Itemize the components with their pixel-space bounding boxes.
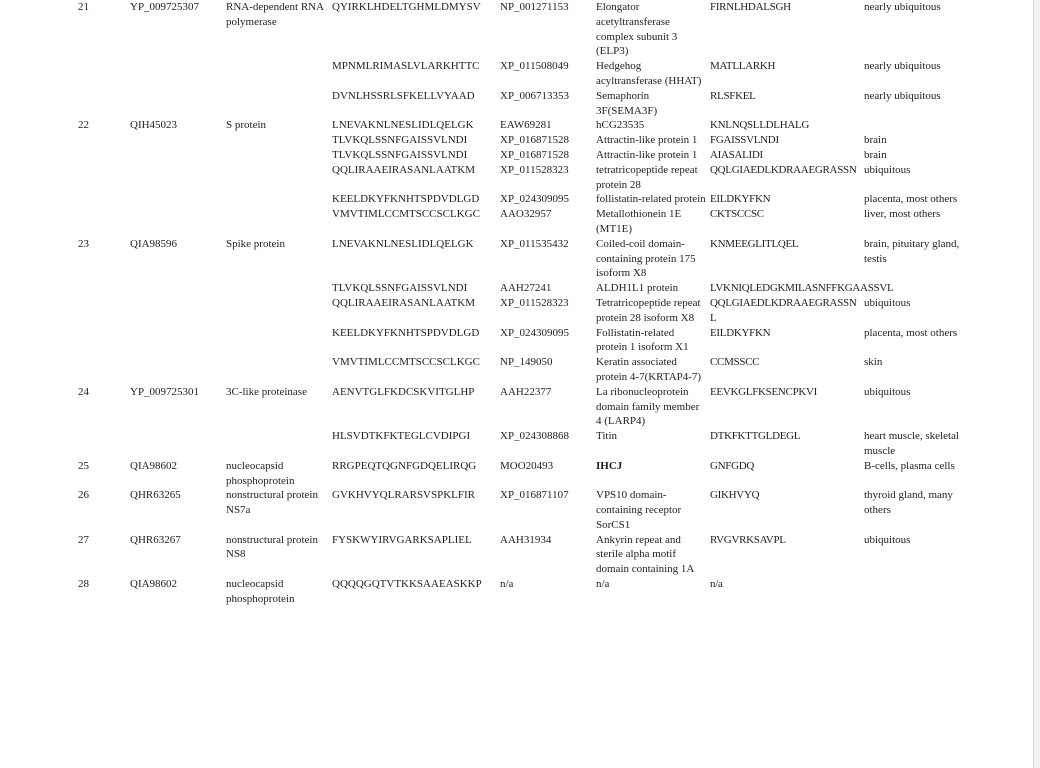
human-protein: Attractin-like protein 1 — [596, 134, 698, 147]
human-accession: XP_024309095 — [500, 193, 570, 206]
viral-accession: YP_009725301 — [130, 385, 200, 398]
human-accession: MOO20493 — [500, 459, 554, 472]
viral-accession: QIH45023 — [130, 119, 178, 132]
tissue-expression: ubiquitous — [864, 296, 911, 309]
human-protein: Tetratricopeptide repeat protein 28 isoform X8 — [596, 296, 701, 324]
shared-sequence: QQLGIAEDLKDRAAEGRASSN — [710, 163, 857, 176]
table-row — [78, 385, 964, 429]
human-accession: AAH27241 — [500, 282, 552, 295]
shared-sequence: KNLNQSLLDLHALG — [710, 119, 810, 132]
row-number: 26 — [78, 489, 89, 502]
human-accession: XP_016871107 — [500, 489, 569, 502]
viral-accession: QHR63265 — [130, 489, 181, 502]
shared-sequence: MATLLARKH — [710, 60, 776, 73]
human-protein: n/a — [596, 578, 610, 591]
tissue-expression: nearly ubiquitous — [864, 89, 941, 102]
shared-sequence: EILDKYFKN — [710, 326, 771, 339]
viral-accession: QIA98602 — [130, 578, 178, 591]
row-number: 27 — [78, 533, 89, 546]
shared-sequence: FGAISSVLNDI — [710, 134, 779, 147]
viral-peptide-sequence: VMVTIMLCCMTSCCSCLKGC — [332, 208, 480, 221]
table-subrow — [78, 355, 964, 385]
viral-protein: RNA-dependent RNA polymerase — [226, 1, 324, 28]
viral-peptide-sequence: QQQQGQTVTKKSAAEASKKP — [332, 578, 482, 591]
shared-sequence: GIKHVYQ — [710, 489, 760, 502]
shared-sequence: LVKNIQLEDGKMILASNFFKGAASSVL — [710, 282, 894, 295]
human-protein: La ribonucleoprotein domain family member 4 (LARP4) — [596, 385, 700, 428]
tissue-expression — [864, 118, 964, 133]
viral-peptide-sequence: LNEVAKNLNESLIDLQELGK — [332, 237, 474, 250]
human-protein: Hedgehog acyltransferase (HHAT) — [596, 60, 702, 87]
table-subrow — [78, 326, 964, 356]
shared-sequence: FIRNLHDALSGH — [710, 1, 791, 13]
human-protein: IHCJ — [596, 459, 623, 472]
viral-accession: YP_009725307 — [130, 1, 200, 13]
human-protein: Titin — [596, 430, 618, 443]
viral-peptide-sequence: RRGPEQTQGNFGDQELIRQG — [332, 459, 477, 472]
viral-accession: QIA98596 — [130, 237, 178, 250]
table-row — [78, 118, 964, 133]
viral-peptide-sequence: KEELDKYFKNHTSPDVDLGD — [332, 326, 480, 339]
scrollbar[interactable] — [1033, 0, 1040, 768]
viral-peptide-sequence: QQLIRAAEIRASANLAATKM — [332, 296, 475, 309]
table-subrow — [78, 429, 964, 459]
viral-protein: nucleocapsid phosphoprotein — [226, 578, 295, 605]
shared-sequence: KNMEEGLITLQEL — [710, 237, 799, 250]
human-protein: Attractin-like protein 1 — [596, 148, 698, 161]
table-subrow — [78, 133, 964, 148]
table-subrow — [78, 163, 964, 193]
table-row — [78, 0, 964, 59]
human-accession: NP_149050 — [500, 356, 553, 369]
viral-peptide-sequence: FYSKWYIRVGARKSAPLIEL — [332, 533, 472, 546]
viral-protein: nonstructural protein NS8 — [226, 533, 318, 561]
tissue-expression: heart muscle, skeletal muscle — [864, 430, 959, 457]
viral-peptide-sequence: MPNMLRIMASLVLARKHTTC — [332, 60, 480, 73]
human-protein: Elongator acetyltransferase complex subunit 3 (ELP3) — [596, 1, 678, 58]
human-protein: ALDH1L1 protein — [596, 282, 679, 295]
row-number: 28 — [78, 578, 89, 591]
viral-peptide-sequence: TLVKQLSSNFGAISSVLNDI — [332, 134, 468, 147]
shared-sequence: EILDKYFKN — [710, 193, 771, 206]
human-accession: AAH22377 — [500, 385, 552, 398]
human-protein: Metallothionein 1E (MT1E) — [596, 208, 682, 235]
tissue-expression: ubiquitous — [864, 533, 911, 546]
table-row — [78, 237, 964, 281]
human-protein: VPS10 domain-containing receptor SorCS1 — [596, 489, 682, 531]
human-accession: n/a — [500, 578, 514, 591]
shared-sequence: AIASALIDI — [710, 148, 763, 161]
human-protein: follistatin-related protein — [596, 193, 706, 206]
human-protein: tetratricopeptide repeat protein 28 — [596, 163, 698, 191]
viral-peptide-sequence: QQLIRAAEIRASANLAATKM — [332, 163, 475, 176]
viral-peptide-sequence: LNEVAKNLNESLIDLQELGK — [332, 119, 474, 132]
human-accession: XP_011535432 — [500, 237, 569, 250]
shared-sequence: CCMSSCC — [710, 356, 760, 369]
human-accession: AAO32957 — [500, 208, 552, 221]
human-accession: XP_011528323 — [500, 163, 569, 176]
row-number: 23 — [78, 237, 89, 250]
table-subrow — [78, 296, 964, 326]
table-row — [78, 488, 964, 532]
viral-peptide-sequence: HLSVDTKFKTEGLCVDIPGI — [332, 430, 471, 443]
tissue-expression: skin — [864, 356, 883, 369]
row-number: 22 — [78, 119, 89, 132]
shared-sequence: DTKFKTTGLDEGL — [710, 430, 801, 443]
human-accession: XP_006713353 — [500, 89, 570, 102]
tissue-expression: nearly ubiquitous — [864, 60, 941, 73]
tissue-expression: nearly ubiquitous — [864, 1, 941, 13]
tissue-expression: thyroid gland, many others — [864, 489, 953, 517]
shared-sequence: RLSFKEL — [710, 89, 756, 102]
human-accession: XP_016871528 — [500, 148, 570, 161]
tissue-expression: placenta, most others — [864, 193, 958, 206]
shared-sequence: GNFGDQ — [710, 459, 755, 472]
human-accession: XP_011508049 — [500, 60, 569, 73]
viral-protein: nucleocapsid phosphoprotein — [226, 459, 295, 487]
table-subrow — [78, 59, 964, 89]
viral-accession: QIA98602 — [130, 459, 178, 472]
shared-sequence: RVGVRKSAVPL — [710, 533, 786, 546]
table-subrow — [78, 207, 964, 237]
human-protein: Coiled-coil domain-containing protein 175 isoform X8 — [596, 237, 696, 280]
tissue-expression — [864, 281, 964, 296]
viral-peptide-sequence: KEELDKYFKNHTSPDVDLGD — [332, 193, 480, 206]
viral-protein: Spike protein — [226, 237, 285, 250]
viral-peptide-sequence: DVNLHSSRLSFKELLVYAAD — [332, 89, 475, 102]
shared-sequence: EEVKGLFKSENCPKVI — [710, 385, 818, 398]
tissue-expression: liver, most others — [864, 208, 941, 221]
tissue-expression: brain — [864, 134, 887, 147]
tissue-expression: B-cells, plasma cells — [864, 459, 955, 472]
viral-peptide-sequence: VMVTIMLCCMTSCCSCLKGC — [332, 356, 480, 369]
peptide-similarity-table — [78, 0, 1028, 607]
row-number: 25 — [78, 459, 89, 472]
human-protein: Follistatin-related protein 1 isoform X1 — [596, 326, 689, 354]
shared-sequence: QQLGIAEDLKDRAAEGRASSNL — [710, 296, 857, 324]
viral-accession: QHR63267 — [130, 533, 181, 546]
tissue-expression: ubiquitous — [864, 385, 911, 398]
row-number: 24 — [78, 385, 89, 398]
viral-peptide-sequence: QYIRKLHDELTGHMLDMYSV — [332, 1, 481, 13]
tissue-expression: placenta, most others — [864, 326, 958, 339]
viral-peptide-sequence: TLVKQLSSNFGAISSVLNDI — [332, 282, 468, 295]
human-protein: Ankyrin repeat and sterile alpha motif domain containing 1A — [596, 533, 695, 576]
table-subrow — [78, 89, 964, 119]
human-accession: AAH31934 — [500, 533, 552, 546]
viral-protein: nonstructural protein NS7a — [226, 489, 318, 517]
human-protein: Keratin associated protein 4-7(KRTAP4-7) — [596, 356, 702, 383]
tissue-expression: brain — [864, 148, 887, 161]
viral-peptide-sequence: GVKHVYQLRARSVSPKLFIR — [332, 489, 476, 502]
table-subrow — [78, 148, 964, 163]
viral-peptide-sequence: TLVKQLSSNFGAISSVLNDI — [332, 148, 468, 161]
table-row — [78, 533, 964, 577]
table-subrow — [78, 281, 964, 296]
tissue-expression: ubiquitous — [864, 163, 911, 176]
human-protein: Semaphorin 3F(SEMA3F) — [596, 89, 658, 117]
human-accession: EAW69281 — [500, 119, 552, 132]
tissue-expression — [864, 577, 964, 607]
table-subrow — [78, 192, 964, 207]
viral-protein: S protein — [226, 119, 267, 132]
human-accession: XP_016871528 — [500, 134, 570, 147]
shared-sequence: CKTSCCSC — [710, 208, 764, 221]
viral-peptide-sequence: AENVTGLFKDCSKVITGLHP — [332, 385, 475, 398]
shared-sequence: n/a — [710, 578, 723, 591]
table-row — [78, 577, 964, 607]
human-accession: XP_024309095 — [500, 326, 570, 339]
human-accession: NP_001271153 — [500, 1, 569, 13]
human-accession: XP_011528323 — [500, 296, 569, 309]
tissue-expression: brain, pituitary gland, testis — [864, 237, 960, 265]
row-number: 21 — [78, 1, 89, 13]
human-protein: hCG23535 — [596, 119, 645, 132]
human-accession: XP_024308868 — [500, 430, 570, 443]
table-row — [78, 459, 964, 489]
viral-protein: 3C-like proteinase — [226, 385, 307, 398]
